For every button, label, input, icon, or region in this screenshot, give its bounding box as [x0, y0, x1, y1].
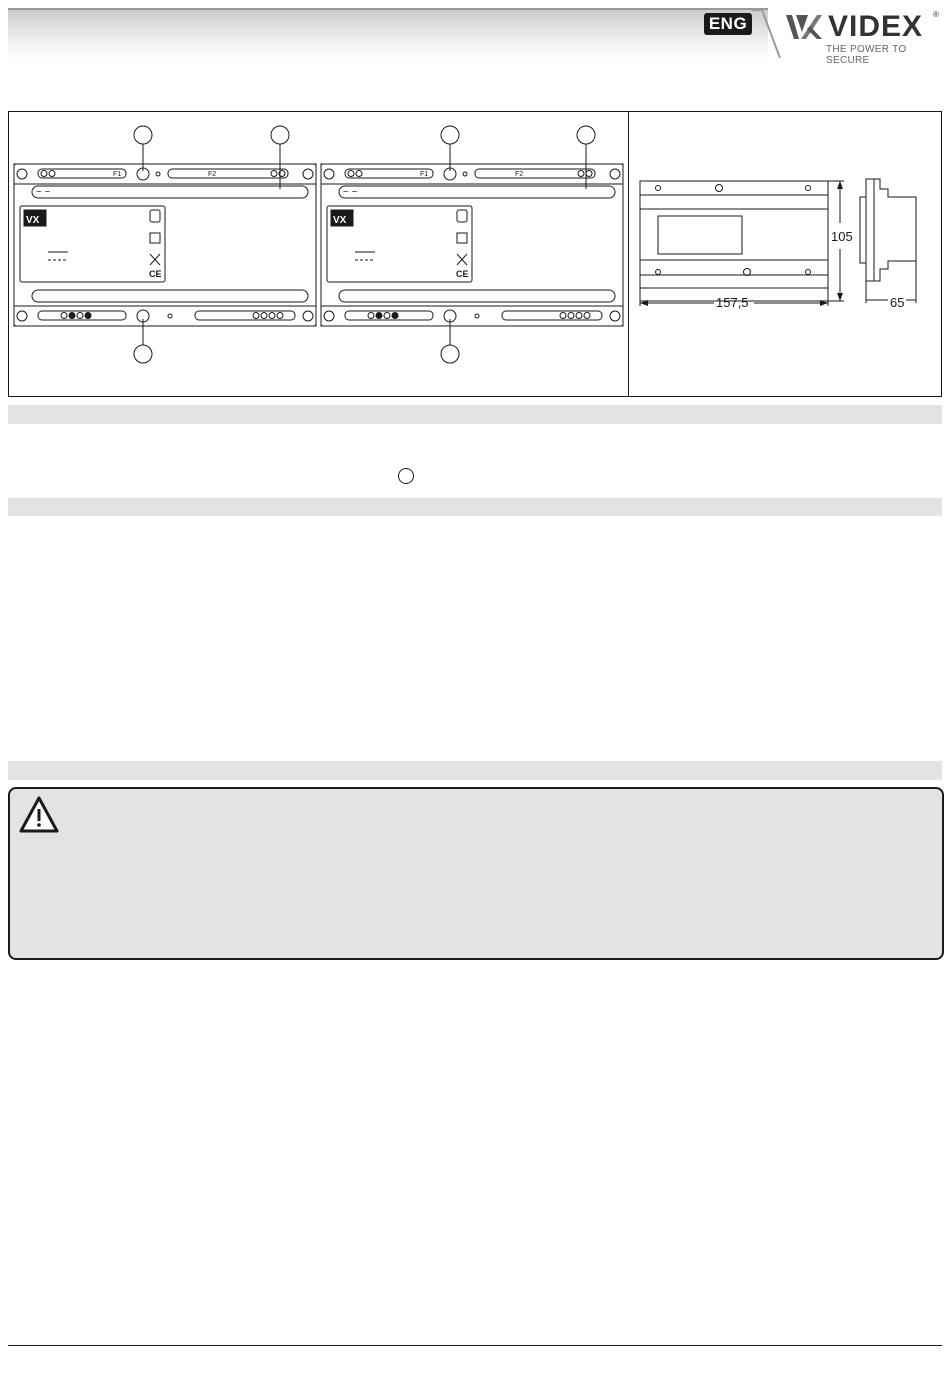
callout-circle-icon: [271, 126, 289, 144]
section-heading-bar: [8, 405, 942, 424]
warning-triangle-icon: [18, 795, 60, 835]
callout-circle-icon: [441, 345, 459, 363]
brand-tagline: THE POWER TO SECURE: [826, 44, 907, 66]
language-badge: ENG: [704, 13, 752, 35]
section-heading-bar: [8, 761, 942, 780]
fuse-label-f2: F2: [515, 171, 524, 178]
footer-rule: [8, 1345, 942, 1346]
fuse-label-f2: F2: [208, 171, 217, 178]
figure-divider: [628, 111, 629, 397]
callout-circle-icon: [134, 126, 152, 144]
dimension-height: 105: [831, 229, 853, 244]
videx-logo: [770, 8, 945, 66]
ce-mark: CE: [149, 269, 162, 279]
unit-front-diagram: [10, 113, 626, 395]
unit-logo-mark: VX: [333, 215, 347, 226]
ac-symbol: ~ ~: [343, 187, 358, 198]
videx-logo-mark-icon: [784, 12, 824, 42]
dimension-width: 157,5: [716, 295, 749, 310]
dimension-depth: 65: [890, 295, 905, 310]
fuse-label-f1: F1: [420, 171, 429, 178]
callout-circle-icon: [398, 468, 414, 484]
unit-1: [14, 164, 316, 326]
fuse-label-f1: F1: [113, 171, 122, 178]
unit-logo-mark: VX: [26, 215, 40, 226]
warning-box: [8, 787, 944, 960]
ac-symbol: ~ ~: [36, 187, 51, 198]
dimension-diagram: [630, 113, 940, 395]
brand-name: VIDEX: [828, 10, 924, 43]
header-band: [8, 8, 768, 60]
callout-circle-icon: [577, 126, 595, 144]
unit-2: [321, 164, 623, 326]
callout-circle-icon: [441, 126, 459, 144]
callout-circle-icon: [134, 345, 152, 363]
header-rule: [8, 8, 768, 10]
ce-mark: CE: [456, 269, 469, 279]
registered-mark: ®: [933, 10, 939, 19]
section-heading-bar: [8, 498, 942, 516]
